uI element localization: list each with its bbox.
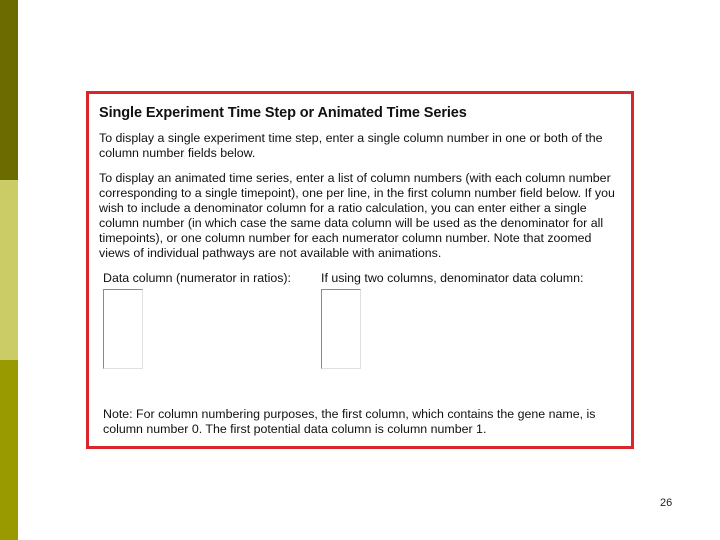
page-number: 26 (660, 497, 673, 509)
side-bar-top (0, 0, 18, 180)
numerator-column-input[interactable] (103, 289, 143, 369)
side-bar-middle (0, 180, 18, 360)
animated-series-instructions: To display an animated time series, enter a list of column numbers (with each column number corresponding to a single timepoint), one per line, in the first column number field below. If you wish to include a denominator column for a ratio calculation, you can enter either a single column number (in which case the same data column will be used as the denominator for all timepoints), or one column number for each numerator column number. Note that zoomed views of individual pathways are not available with animations. (99, 171, 615, 260)
single-step-instructions: To display a single experiment time step, enter a single column number in one or both of the column number fields below. (99, 131, 603, 160)
side-bar-bottom (0, 360, 18, 540)
numerator-label: Data column (numerator in ratios): (103, 271, 291, 285)
denominator-column-input[interactable] (321, 289, 361, 369)
column-numbering-note: Note: For column numbering purposes, the first column, which contains the gene name, is column number 0. The first potential data column is column number 1. (103, 407, 596, 436)
numerator-field-group (103, 271, 291, 374)
panel-title: Single Experiment Time Step or Animated Time Series (99, 105, 467, 121)
denominator-field-group (321, 271, 583, 374)
column-fields (99, 271, 623, 371)
panel-content (99, 105, 623, 371)
denominator-label: If using two columns, denominator data column: (321, 271, 584, 285)
time-series-panel (86, 91, 634, 449)
